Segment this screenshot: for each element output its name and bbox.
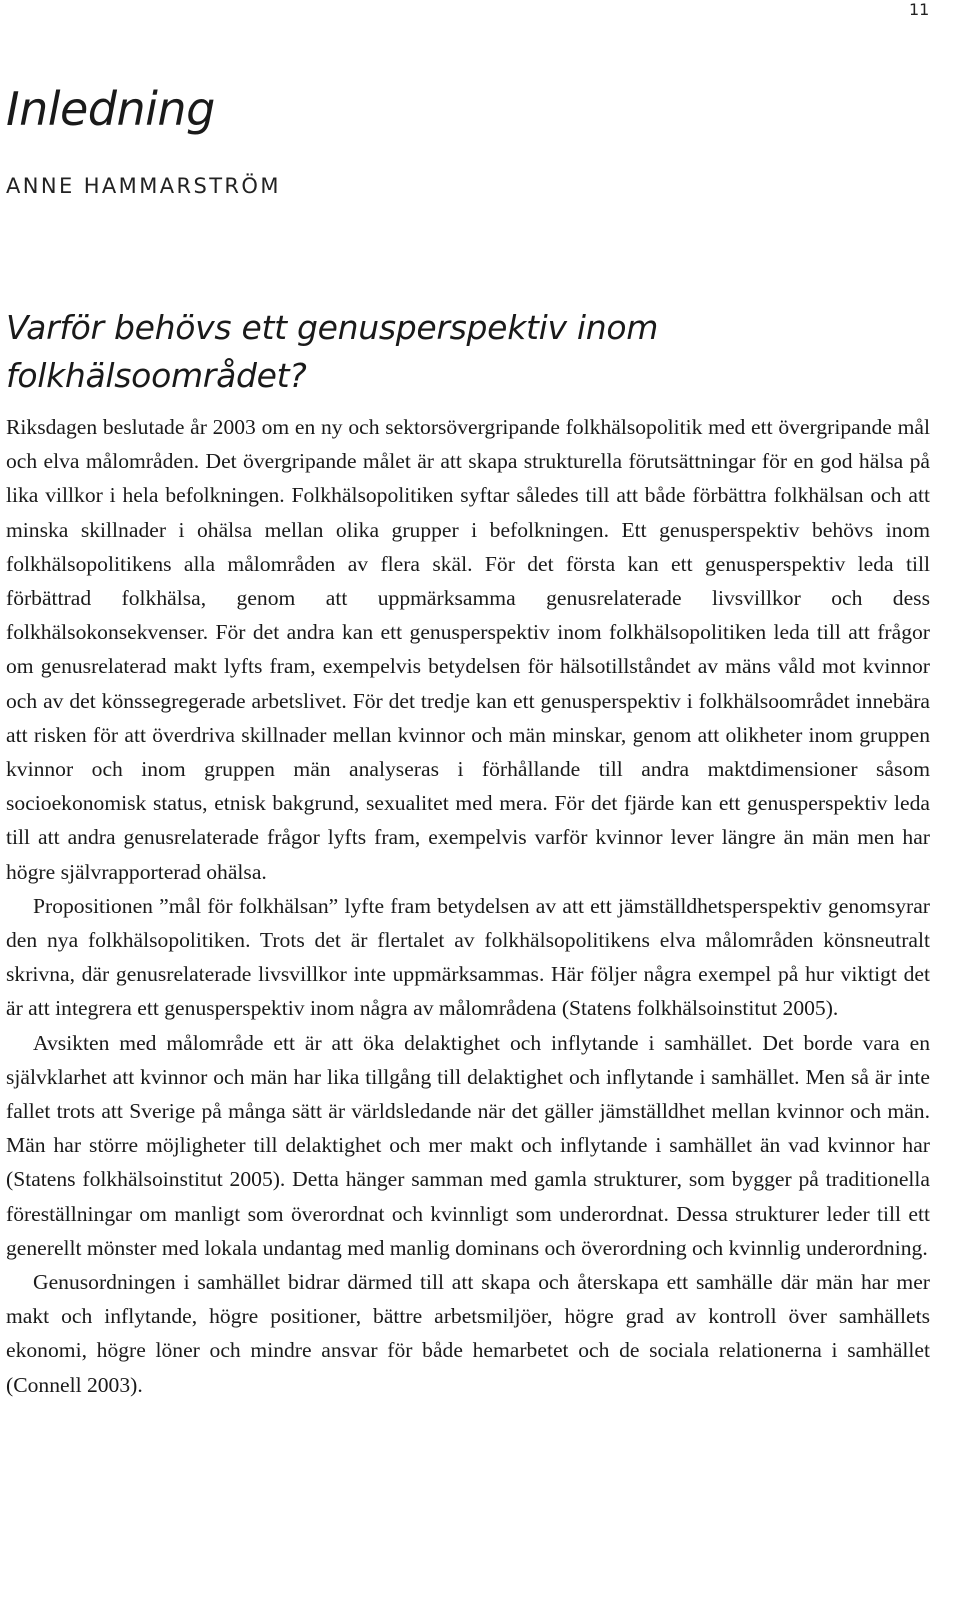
page-number: 11 <box>909 0 930 19</box>
chapter-title: Inledning <box>6 82 215 136</box>
paragraph: Avsikten med målområde ett är att öka delaktighet och inflytande i samhället. Det borde vara en självklarhet att kvinnor och män har lika tillgång till delaktighet och inflytande i samhället. Men så är inte fallet trots att Sverige på många sätt är världsledande när det gäller jämställdhet mellan kvinnor och män. Män har större möjligheter till delaktighet och mer makt och inflytande i samhället än vad kvinnor har (Statens folkhälsoinstitut 2005). Detta hänger samman med gamla strukturer, som bygger på traditionella föreställningar om manligt som överordnat och kvinnligt som underordnat. Dessa strukturer leder till ett generellt mönster med lokala undantag med manlig dominans och överordning och kvinnlig underordning. <box>6 1030 930 1260</box>
paragraph: Genusordningen i samhället bidrar därmed till att skapa och återskapa ett samhälle där män har mer makt och inflytande, högre positioner, bättre arbetsmiljöer, högre grad av kontroll över samhällets ekonomi, högre löner och mindre ansvar för både hemarbetet och de sociala relationerna i samhället (Connell 2003). <box>6 1270 930 1397</box>
paragraph: Propositionen ”mål för folkhälsan” lyfte fram betydelsen av att ett jämställdhetsperspektiv genomsyrar den nya folkhälsopolitiken. Trots det är flertalet av folkhälsopolitikens elva målområden könsneutralt skrivna, där genusrelaterade livsvillkor inte uppmärksammas. Här följer några exempel på hur viktigt det är att integrera ett genusperspektiv inom några av målområdena (Statens folkhälsoinstitut 2005). <box>6 893 930 1021</box>
body-text <box>6 410 930 1402</box>
chapter-author: ANNE HAMMARSTRÖM <box>6 174 281 198</box>
section-heading: Varför behövs ett genusperspektiv inom folkhälsoområdet? <box>6 308 659 395</box>
paragraph: Riksdagen beslutade år 2003 om en ny och sektorsövergripande folkhälsopolitik med ett övergripande mål och elva målområden. Det övergripande målet är att skapa strukturella förutsättningar för en god hälsa på lika villkor i hela befolkningen. Folkhälsopolitiken syftar således till att både förbättra folkhälsan och att minska skillnader i ohälsa mellan olika grupper i befolkningen. Ett genusperspektiv behövs inom folkhälsopolitikens alla målområden av flera skäl. För det första kan ett genusperspektiv leda till förbättrad folkhälsa, genom att uppmärksamma genusrelaterade livsvillkor och dess folkhälsokonsekvenser. För det andra kan ett genusperspektiv inom folkhälsopolitiken leda till att frågor om genusrelaterad makt lyfts fram, exempelvis betydelsen för hälsotillståndet av mäns våld mot kvinnor och av det könssegregerade arbetslivet. För det tredje kan ett genusperspektiv i folkhälsoområdet innebära att risken för att överdriva skillnader mellan kvinnor och män minskar, genom att olikheter inom gruppen kvinnor och inom gruppen män analyseras i förhållande till andra maktdimensioner såsom socioekonomisk status, etnisk bakgrund, sexualitet med mera. För det fjärde kan ett genusperspektiv leda till att andra genusrelaterade frågor lyfts fram, exempelvis varför kvinnor lever längre än män men har högre självrapporterad ohälsa. <box>6 415 930 884</box>
